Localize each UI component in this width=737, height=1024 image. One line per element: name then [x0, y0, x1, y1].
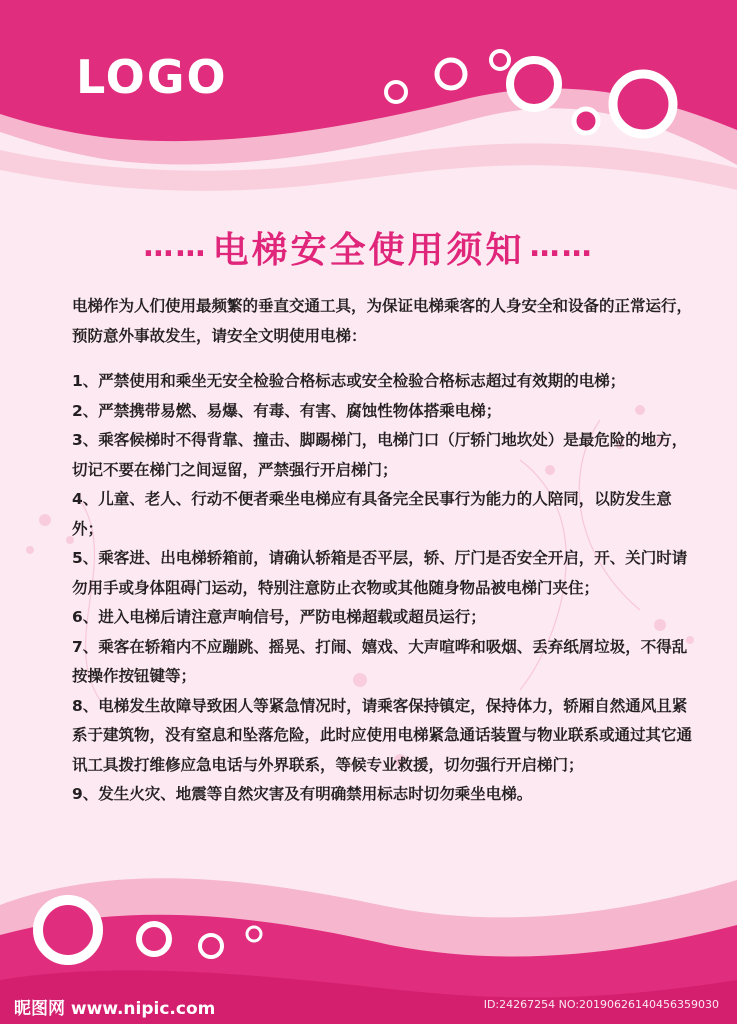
rule-item-8: 8、电梯发生故障导致困人等紧急情况时，请乘客保持镇定，保持体力，轿厢自然通风且紧系于建筑物，没有窒息和坠落危险，此时应使用电梯紧急通话装置与物业联系或通过其它通讯工具拨打维修应急电话与外界联系，等候专业救援，切勿强行开启梯门； — [72, 696, 693, 774]
rule-item-4: 4、儿童、老人、行动不便者乘坐电梯应有具备完全民事行为能力的人陪同，以防发生意外； — [72, 490, 672, 538]
rule-item-1: 1、严禁使用和乘坐无安全检验合格标志或安全检验合格标志超过有效期的电梯； — [72, 372, 626, 390]
notice-body — [72, 292, 702, 810]
title-dots-right: …… — [529, 229, 594, 264]
rule-item-5: 5、乘客进、出电梯轿箱前，请确认轿箱是否平层，轿、厅门是否安全开启，开、关门时请勿用手或身体阻碍门运动，特别注意防止衣物或其他随身物品被电梯门夹住； — [72, 549, 688, 597]
title-dots-left: …… — [143, 229, 208, 264]
title-row — [0, 222, 737, 273]
intro-paragraph: 电梯作为人们使用最频繁的垂直交通工具，为保证电梯乘客的人身安全和设备的正常运行，预防意外事故发生，请安全文明使用电梯： — [72, 297, 693, 345]
rule-item-2: 2、严禁携带易燃、易爆、有毒、有害、腐蚀性物体搭乘电梯； — [72, 401, 502, 420]
rule-item-7: 7、乘客在轿箱内不应蹦跳、摇晃、打闹、嬉戏、大声喧哗和吸烟、丢弃纸屑垃圾，不得乱按操作按钮键等； — [72, 637, 688, 685]
watermark-id: ID:24267254 NO:20190626140456359030 — [483, 998, 719, 1011]
rule-item-3: 3、乘客候梯时不得背靠、撞击、脚踢梯门，电梯门口（厅轿门地坎处）是最危险的地方，切记不要在梯门之间逗留，严禁强行开启梯门； — [72, 431, 688, 479]
logo: LOGO — [76, 50, 228, 104]
watermark-site: 昵图网 www.nipic.com — [14, 999, 216, 1019]
rule-item-9: 9、发生火灾、地震等自然灾害及有明确禁用标志时切勿乘坐电梯。 — [72, 785, 533, 803]
rule-item-6: 6、进入电梯后请注意声响信号，严防电梯超载或超员运行； — [72, 608, 486, 626]
page-title: 电梯安全使用须知 — [212, 230, 525, 271]
